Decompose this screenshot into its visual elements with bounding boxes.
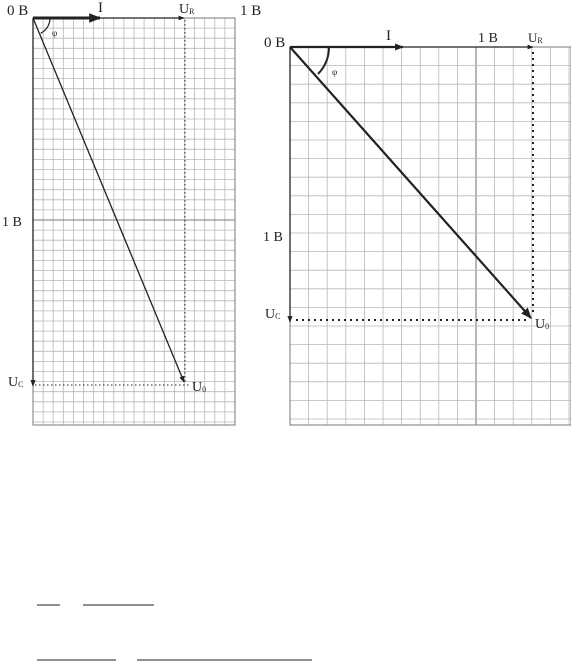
- right-current-label: I: [386, 28, 391, 44]
- left-one-volt-top: 1 В: [240, 3, 262, 19]
- left-phi-arc: [41, 18, 50, 33]
- left-grid: [33, 18, 235, 425]
- left-uc-label: UC: [8, 375, 24, 390]
- right-phi-label: φ: [332, 67, 338, 77]
- right-origin-label: 0 В: [264, 35, 286, 51]
- right-labels: [263, 28, 549, 332]
- right-u0-label: U0: [535, 317, 550, 332]
- right-one-volt-left: 1 В: [263, 230, 283, 245]
- right-grid: [290, 47, 571, 425]
- left-origin-label: 0 В: [7, 3, 29, 19]
- right-uc-label: UC: [265, 307, 281, 322]
- left-phi-label: φ: [52, 28, 58, 38]
- left-current-label: I: [98, 0, 103, 16]
- left-u0-label: U0: [192, 380, 207, 395]
- left-ur-label: UR: [179, 2, 195, 17]
- right-vectors: [290, 47, 533, 322]
- left-one-volt-left: 1 В: [2, 215, 22, 230]
- right-ur-label: UR: [528, 30, 543, 45]
- formula-fraction-lines: [37, 605, 312, 660]
- left-labels: [2, 0, 261, 395]
- right-one-volt-top: 1 В: [478, 31, 498, 46]
- right-grid-border: [290, 47, 571, 425]
